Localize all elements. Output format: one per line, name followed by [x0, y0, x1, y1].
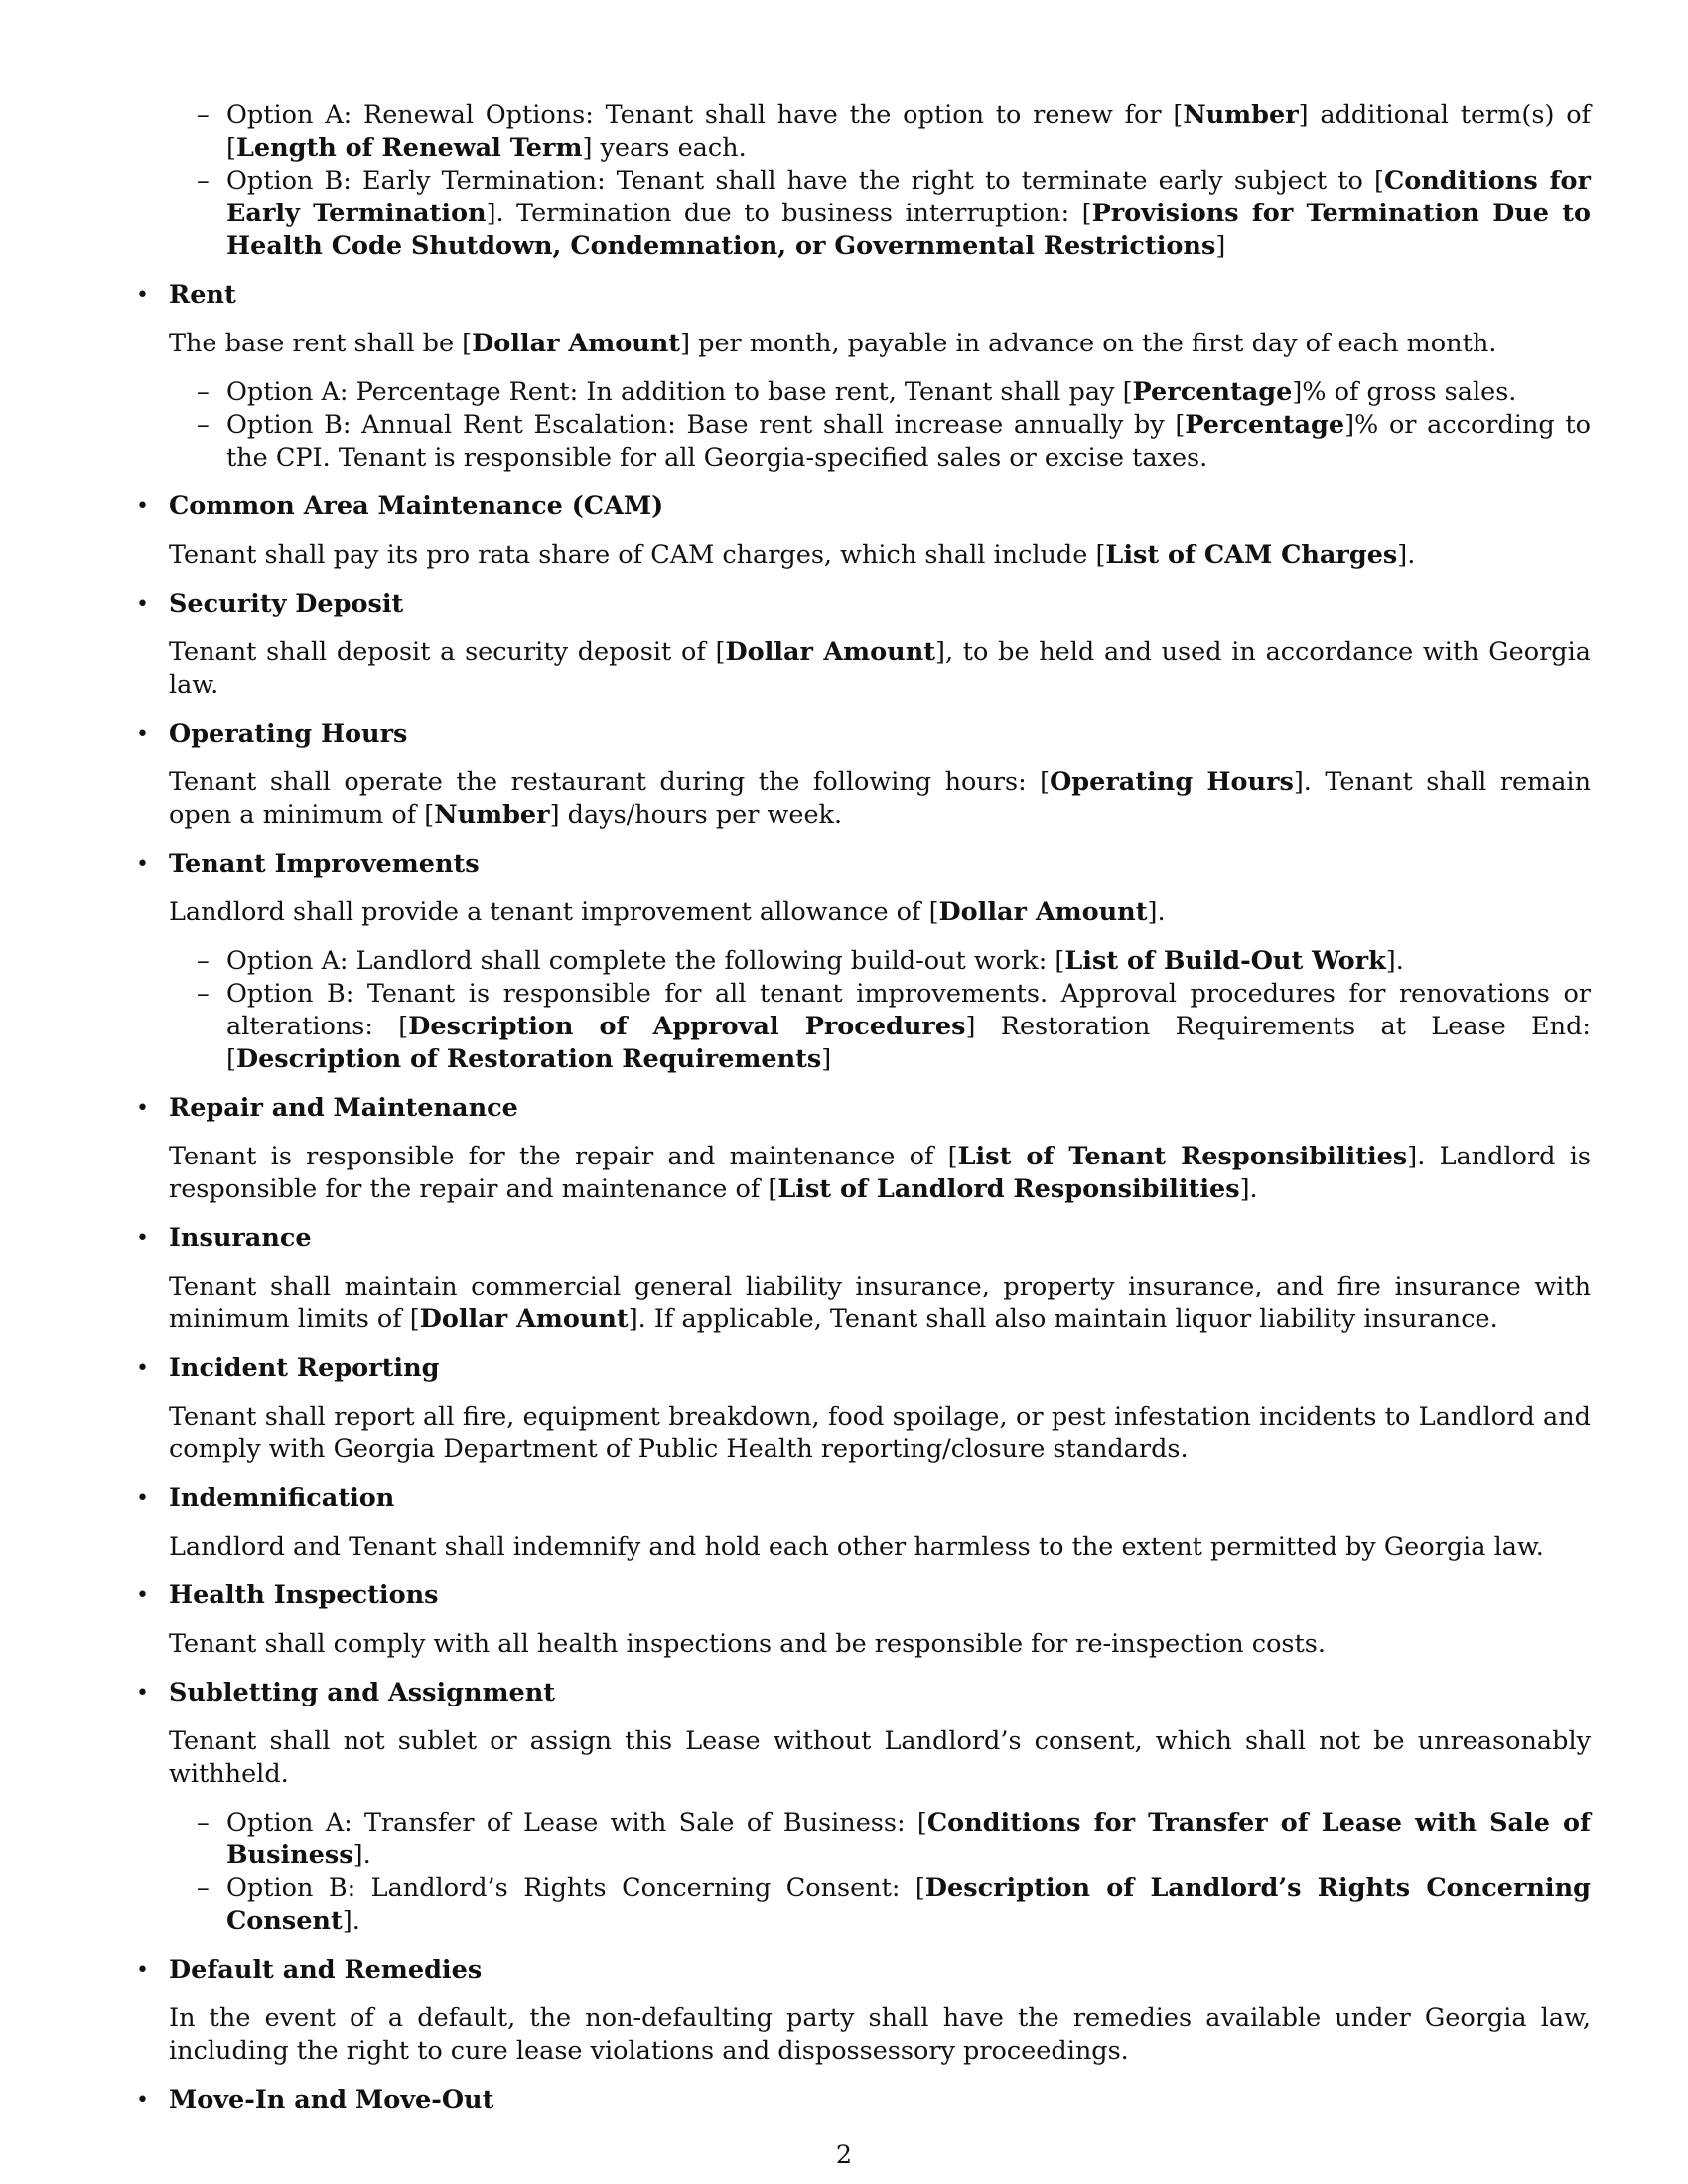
section-heading: Move-In and Move-Out — [169, 2085, 494, 2115]
intro-options-list — [169, 99, 1591, 263]
sections-list — [136, 279, 1592, 2116]
placeholder-field: Description of Approval Procedures — [408, 1012, 966, 1041]
dash-marker: – — [197, 166, 210, 196]
section-paragraph: Tenant shall comply with all health inspections and be responsible for re-inspection costs. — [169, 1629, 1326, 1659]
placeholder-field: Length of Renewal Term — [235, 133, 583, 163]
dash-marker: – — [197, 946, 210, 976]
bullet-marker: • — [136, 852, 149, 877]
section-heading: Security Deposit — [169, 589, 404, 618]
bullet-marker: • — [136, 1486, 149, 1511]
section-heading: Subletting and Assignment — [169, 1678, 556, 1707]
placeholder-field: Number — [434, 800, 550, 830]
placeholder-field: Dollar Amount — [725, 637, 936, 667]
option-item — [197, 409, 1592, 475]
dash-marker: – — [197, 377, 210, 407]
options-list — [169, 376, 1591, 475]
option-text: Option B: Early Termination: Tenant shall have the right to terminate early subject to [Conditions for Early Termination]. Termination due to business interruption: [Provisions for Termination Due to Health Code Shutdown, Condemnation, or Governmental Restrictions] — [226, 166, 1591, 261]
bullet-marker: • — [136, 1958, 149, 1982]
section-item — [136, 848, 1592, 1076]
section-heading: Insurance — [169, 1223, 312, 1253]
placeholder-field: List of CAM Charges — [1105, 540, 1398, 570]
section-item — [136, 2084, 1591, 2116]
placeholder-field: Dollar Amount — [419, 1304, 629, 1334]
section-heading: Indemnification — [169, 1483, 395, 1513]
bullet-marker: • — [136, 592, 149, 616]
bullet-marker: • — [136, 1226, 149, 1251]
option-text: Option A: Landlord shall complete the following build-out work: [List of Build-Out Work]. — [226, 946, 1404, 976]
section-item — [136, 1579, 1591, 1661]
section-paragraph: Tenant shall report all fire, equipment breakdown, food spoilage, or pest infestation incidents to Landlord and comply with Georgia Department of Public Health reporting/closure standards. — [169, 1402, 1591, 1464]
option-text: Option A: Transfer of Lease with Sale of Business: [Conditions for Transfer of Lease with Sale of Business]. — [226, 1808, 1591, 1870]
page-number: 2 — [835, 2140, 853, 2170]
placeholder-field: Percentage — [1132, 377, 1293, 407]
placeholder-field: Operating Hours — [1050, 767, 1294, 797]
dash-marker: – — [197, 1808, 210, 1838]
section-heading: Rent — [169, 280, 236, 310]
section-item — [136, 1352, 1591, 1466]
section-paragraph: Tenant shall operate the restaurant during the following hours: [Operating Hours]. Tenant shall remain open a minimum of [Number] days/hours per week. — [169, 767, 1592, 830]
placeholder-field: List of Build-Out Work — [1064, 946, 1386, 976]
options-list — [169, 945, 1591, 1076]
placeholder-field: Dollar Amount — [938, 897, 1148, 927]
section-heading: Incident Reporting — [169, 1353, 440, 1383]
option-item — [197, 945, 1591, 978]
section-heading: Default and Remedies — [169, 1955, 483, 1984]
bullet-marker: • — [136, 722, 149, 747]
option-item — [197, 1872, 1591, 1938]
bullet-marker: • — [136, 1096, 149, 1121]
section-heading: Repair and Maintenance — [169, 1093, 518, 1123]
placeholder-field: Percentage — [1185, 410, 1345, 440]
section-heading: Health Inspections — [169, 1580, 439, 1610]
placeholder-field: Conditions for Early Termination — [226, 166, 1591, 228]
placeholder-field: Conditions for Transfer of Lease with Sale of Business — [226, 1808, 1591, 1870]
section-item — [136, 279, 1592, 475]
placeholder-field: List of Landlord Responsibilities — [777, 1174, 1240, 1204]
bullet-marker: • — [136, 1583, 149, 1608]
section-paragraph: Tenant shall not sublet or assign this Lease without Landlord’s consent, which shall not be unreasonably withheld. — [169, 1726, 1591, 1789]
section-item — [136, 1222, 1591, 1336]
option-text: Option B: Landlord’s Rights Concerning Consent: [Description of Landlord’s Rights Concerning Consent]. — [226, 1873, 1591, 1936]
bullet-marker: • — [136, 1356, 149, 1381]
dash-marker: – — [197, 100, 210, 130]
options-list — [169, 1807, 1591, 1938]
section-item — [136, 490, 1591, 572]
section-paragraph: Landlord and Tenant shall indemnify and hold each other harmless to the extent permitted by Georgia law. — [169, 1532, 1544, 1562]
bullet-marker: • — [136, 283, 149, 308]
section-paragraph: Tenant shall maintain commercial general liability insurance, property insurance, and fire insurance with minimum limits of [Dollar Amount]. If applicable, Tenant shall also maintain liquor liability insurance. — [169, 1272, 1591, 1334]
dash-marker: – — [197, 979, 210, 1009]
section-item — [136, 718, 1592, 832]
option-text: Option A: Percentage Rent: In addition to base rent, Tenant shall pay [Percentage]% of gross sales. — [226, 377, 1517, 407]
bullet-marker: • — [136, 2088, 149, 2113]
section-paragraph: The base rent shall be [Dollar Amount] per month, payable in advance on the first day of each month. — [169, 329, 1497, 358]
section-paragraph: In the event of a default, the non-defaulting party shall have the remedies available under Georgia law, including the right to cure lease violations and dispossessory proceedings. — [169, 2003, 1591, 2066]
option-item — [197, 376, 1591, 409]
placeholder-field: Provisions for Termination Due to Health Code Shutdown, Condemnation, or Governmental Restrictions — [226, 199, 1591, 261]
section-item — [136, 1482, 1591, 1564]
option-text: Option B: Tenant is responsible for all tenant improvements. Approval procedures for renovations or alterations: [Description of Approval Procedures] Restoration Requirements at Lease End: [Description of Restoration Requirements] — [226, 979, 1592, 1074]
option-item — [197, 99, 1591, 165]
placeholder-field: List of Tenant Responsibilities — [957, 1142, 1408, 1171]
section-item — [136, 1677, 1591, 1938]
placeholder-field: Description of Restoration Requirements — [235, 1044, 822, 1074]
dash-marker: – — [197, 410, 210, 440]
dash-marker: – — [197, 1873, 210, 1903]
section-item — [136, 588, 1591, 702]
section-paragraph: Landlord shall provide a tenant improvement allowance of [Dollar Amount]. — [169, 897, 1166, 927]
placeholder-field: Number — [1183, 100, 1299, 130]
section-paragraph: Tenant is responsible for the repair and maintenance of [List of Tenant Responsibilities]. Landlord is responsible for the repair and maintenance of [List of Landlord Responsibilities]. — [169, 1142, 1591, 1204]
section-paragraph: Tenant shall deposit a security deposit of [Dollar Amount], to be held and used in accordance with Georgia law. — [169, 637, 1591, 700]
option-item — [197, 978, 1592, 1076]
section-heading: Common Area Maintenance (CAM) — [169, 491, 664, 521]
section-heading: Tenant Improvements — [169, 849, 480, 879]
document-body — [136, 99, 1592, 2132]
section-heading: Operating Hours — [169, 719, 408, 749]
placeholder-field: Dollar Amount — [472, 329, 681, 358]
option-text: Option A: Renewal Options: Tenant shall have the option to renew for [Number] additional term(s) of [Length of Renewal Term] years each. — [226, 100, 1591, 163]
option-item — [197, 165, 1591, 263]
bullet-marker: • — [136, 1681, 149, 1706]
placeholder-field: Description of Landlord’s Rights Concerning Consent — [226, 1873, 1591, 1936]
option-item — [197, 1807, 1591, 1872]
section-paragraph: Tenant shall pay its pro rata share of CAM charges, which shall include [List of CAM Charges]. — [169, 540, 1416, 570]
option-text: Option B: Annual Rent Escalation: Base rent shall increase annually by [Percentage]% or according to the CPI. Tenant is responsible for all Georgia-specified sales or excise taxes. — [226, 410, 1592, 473]
section-item — [136, 1092, 1591, 1206]
section-item — [136, 1954, 1591, 2068]
bullet-marker: • — [136, 494, 149, 519]
